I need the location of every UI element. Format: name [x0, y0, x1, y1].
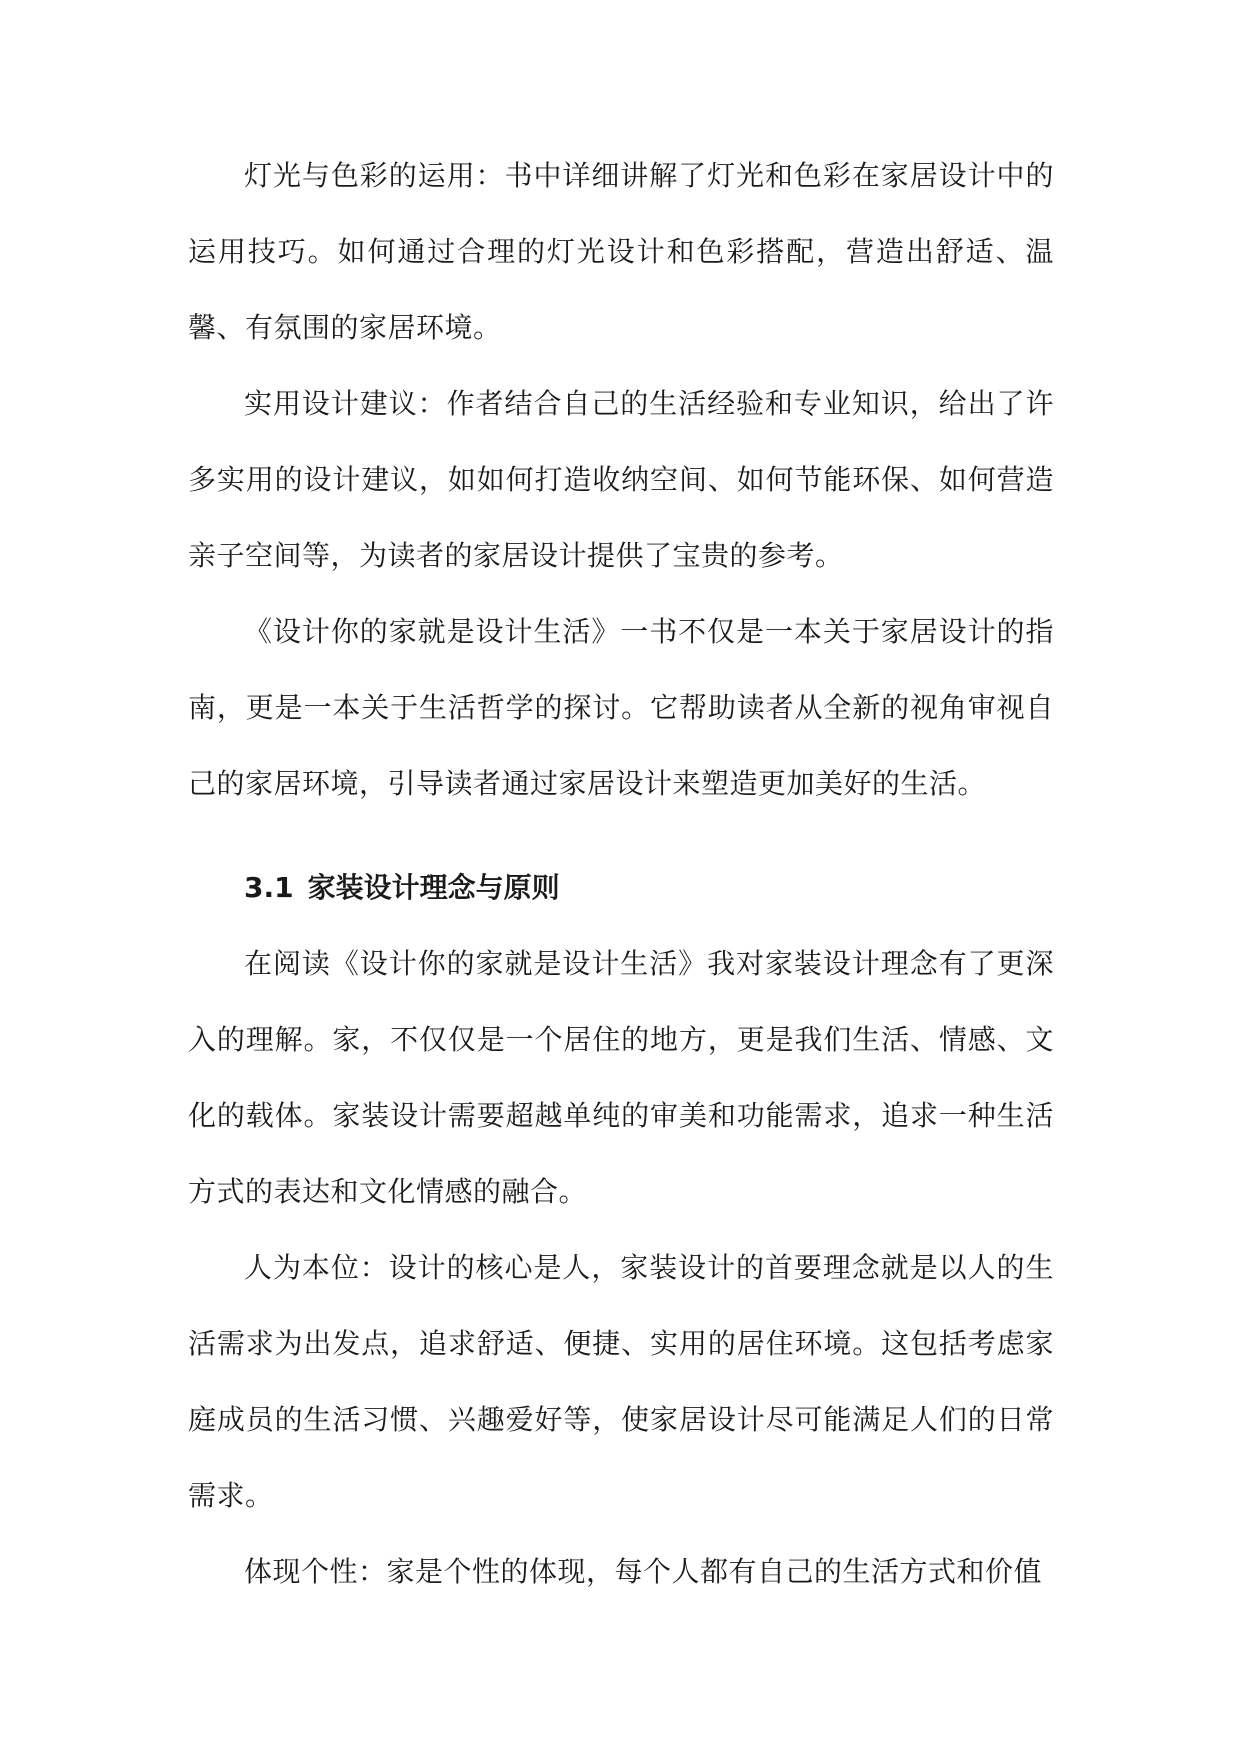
document-page: [188, 138, 1054, 1610]
paragraph-design-concept: 在阅读《设计你的家就是设计生活》我对家装设计理念有了更深入的理解。家，不仅仅是一个居住的地方，更是我们生活、情感、文化的载体。家装设计需要超越单纯的审美和功能需求，追求一种生活方式的表达和文化情感的融合。: [188, 947, 1054, 1208]
section-title: 家装设计理念与原则: [307, 871, 560, 904]
paragraph-book-summary: 《设计你的家就是设计生活》一书不仅是一本关于家居设计的指南，更是一本关于生活哲学的探讨。它帮助读者从全新的视角审视自己的家居环境，引导读者通过家居设计来塑造更加美好的生活。: [188, 615, 1054, 800]
section-heading: [188, 850, 1054, 926]
paragraph-people-oriented: 人为本位：设计的核心是人，家装设计的首要理念就是以人的生活需求为出发点，追求舒适、便捷、实用的居住环境。这包括考虑家庭成员的生活习惯、兴趣爱好等，使家居设计尽可能满足人们的日常需求。: [188, 1251, 1054, 1512]
paragraph-personality: 体现个性：家是个性的体现，每个人都有自己的生活方式和价值: [244, 1555, 1043, 1588]
section-number: 3.1: [244, 871, 294, 904]
paragraph-lighting-color: 灯光与色彩的运用：书中详细讲解了灯光和色彩在家居设计中的运用技巧。如何通过合理的灯光设计和色彩搭配，营造出舒适、温馨、有氛围的家居环境。: [188, 159, 1054, 344]
paragraph-practical-advice: 实用设计建议：作者结合自己的生活经验和专业知识，给出了许多实用的设计建议，如如何打造收纳空间、如何节能环保、如何营造亲子空间等，为读者的家居设计提供了宝贵的参考。: [188, 387, 1054, 572]
